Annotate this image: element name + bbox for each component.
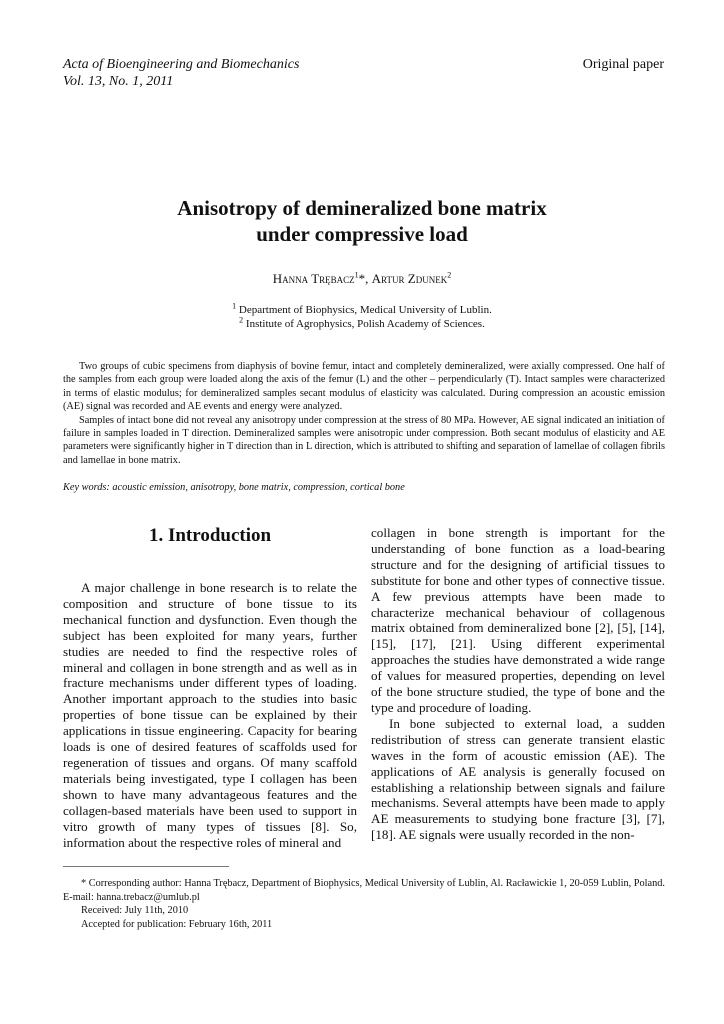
affiliation-1-text: Department of Biophysics, Medical University of Lublin.	[236, 304, 492, 316]
corresponding-mark: *	[358, 271, 366, 286]
abstract	[63, 360, 665, 467]
affiliation-2-text: Institute of Agrophysics, Polish Academy of Sciences.	[243, 318, 485, 330]
footnote-rule	[63, 866, 229, 867]
right-column	[371, 525, 665, 843]
keywords-label: Key words	[63, 482, 107, 493]
author-separator: ,	[365, 271, 372, 286]
intro-paragraph-2: In bone subjected to external load, a sudden redistribution of stress can generate transient elastic waves in the form of acoustic emission (AE). The applications of AE analysis is generally focused on establishing a relationship between signals and failure mechanisms. Several attempts have been made to apply AE measurements to studying bone fracture [3], [7], [18]. AE signals were usually recorded in the non-	[371, 715, 665, 843]
journal-citation	[63, 56, 299, 90]
abstract-paragraph-1: Two groups of cubic specimens from diaphysis of bovine femur, intact and completely demineralized, were axially compressed. One half of the samples from each group were loaded along the axis of the femur (L) and the other – perpendicularly (T). Intact samples were characterized in terms of elastic modulus; for demineralized samples secant modulus of elasticity was calculated. During compression an acoustic emission (AE) signal was recorded and AE events and energy were analyzed.	[63, 361, 665, 413]
affiliations	[0, 303, 724, 331]
keywords	[63, 482, 665, 493]
affiliation-2	[0, 317, 724, 331]
journal-name: Acta of Bioengineering and Biomechanics	[63, 57, 300, 72]
author-list	[0, 271, 724, 287]
intro-paragraph-1-continued: collagen in bone strength is important for the understanding of bone function as a load-bearing structure and for the designing of artificial tissues to substitute for bone and other types of connective tissue. A few previous attempts have been made to characterize mechanical behaviour of collagenous matrix obtained from demineralized bone [2], [5], [14], [15], [17], [21]. Using different experimental approaches the studies have demonstrated a wide range of values for measured properties, depending on level of the bone structure studied, the type of bone and the type and procedure of loading.	[371, 525, 665, 715]
left-column	[63, 525, 357, 850]
footnotes	[63, 877, 665, 931]
intro-paragraph-1: A major challenge in bone research is to relate the composition and structure of bone tissue to its mechanical function and dysfunction. Even though the subject has been exploited for many years, further studies are needed to find the respective roles of mineral and collagen in bone strength and as well as in fracture mechanisms under different types of loading. Another important approach to the studies into basic properties of bone tissue can be explained by their applications in tissue engineering. Capacity for bearing loads is one of desired features of scaffolds used for regeneration of tissues and organs. Of many scaffold materials being investigated, type I collagen has been shown to have many advantageous features and the collagen-based materials have been used to support in vitro growth of many types of tissues [8]. So, information about the respective roles of mineral and	[63, 580, 357, 850]
title-line-2: under compressive load	[256, 222, 468, 246]
author-2: Artur Zdunek	[371, 271, 448, 286]
title-line-1: Anisotropy of demineralized bone matrix	[177, 196, 547, 220]
corresponding-author-note: * Corresponding author: Hanna Trębacz, Department of Biophysics, Medical University of Lublin, Al. Racławickie 1, 20-059 Lublin, Poland. E-mail: hanna.trebacz@umlub.pl	[63, 878, 665, 903]
accepted-date: Accepted for publication: February 16th, 2011	[81, 918, 273, 930]
affiliation-1-number: 1	[232, 301, 237, 311]
journal-volume: Vol. 13, No. 1, 2011	[63, 74, 174, 89]
affiliation-1	[0, 303, 724, 317]
abstract-paragraph-2: Samples of intact bone did not reveal any anisotropy under compression at the stress of 80 MPa. However, AE signal indicated an initiation of failure in samples loaded in T direction. Demineralized samples were anisotropic under compression. Both secant modulus of elasticity and AE parameters were significantly higher in T direction than in L direction, which is attributed to shifting and separation of lamellae of collagen fibrils and lamellae in bone matrix.	[63, 414, 665, 466]
keywords-text: : acoustic emission, anisotropy, bone matrix, compression, cortical bone	[106, 482, 405, 493]
author-2-affil: 2	[447, 270, 452, 280]
author-1-affil: 1	[354, 270, 359, 280]
author-1: Hanna Trębacz	[272, 271, 355, 286]
received-date: Received: July 11th, 2010	[81, 905, 189, 916]
paper-type: Original paper	[582, 57, 664, 72]
section-heading-introduction: 1. Introduction	[148, 525, 272, 546]
affiliation-2-number: 2	[239, 315, 244, 325]
paper-title	[0, 195, 724, 247]
